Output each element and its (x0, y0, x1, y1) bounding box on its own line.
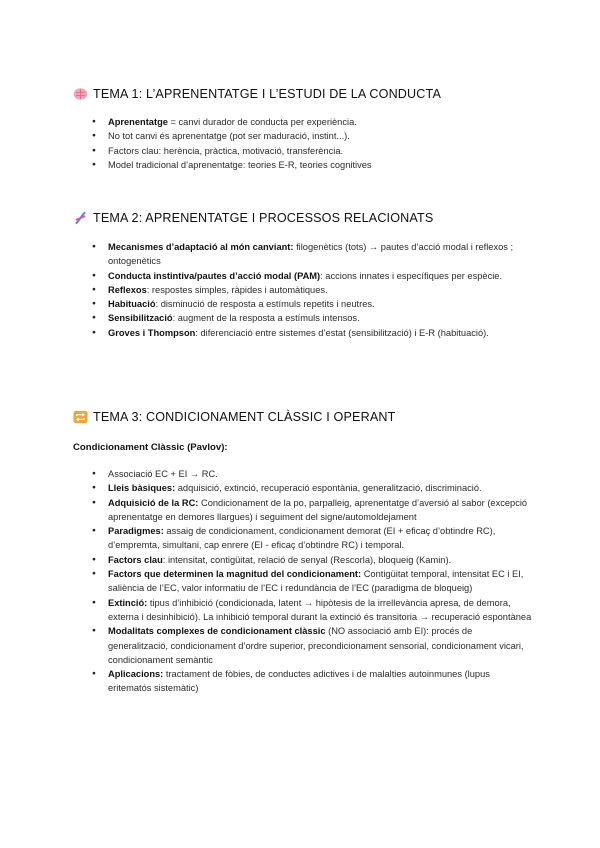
item-term: Aplicacions: (108, 669, 164, 680)
item-text: Model tradicional d’aprenentatge: teories E-R, teories cognitives (108, 159, 372, 170)
item-term: Modalitats complexes de condicionament clàssic (108, 626, 326, 637)
list-item (92, 311, 532, 325)
list-item (92, 524, 532, 553)
brain-icon (73, 87, 88, 101)
item-text: tipus d’inhibició (condicionada, latent → hipòtesis de la irrellevància apresa, de demora, externa i desinhibició). La inhibició temporal durant la extinció és transitoria → recuperació espontànea (108, 597, 532, 622)
item-text: tractament de fòbies, de conductes adictives i de malalties autoinmunes (lupus eritematós sistemàtic) (108, 669, 490, 694)
list-item (92, 567, 532, 596)
item-text: (NO associació amb EI): procés de generalització, condicionament d’ordre superior, precondicionament sensorial, condicionament vicari, condicionament semàntic (108, 626, 524, 665)
item-text: : respostes simples, ràpides i automàtiques. (146, 284, 328, 295)
item-term: Groves i Thompson (108, 327, 196, 338)
list-item (92, 667, 532, 696)
list-item (92, 496, 532, 525)
item-text: assaig de condicionament, condicionament demorat (EI + eficaç d’obtindre RC), d’empremta, simultani, cap enrere (EI - eficaç d’obtindre RC) i temporal. (108, 526, 496, 551)
tema2-heading (73, 211, 433, 225)
repeat-icon (73, 410, 88, 424)
item-term: Habituació (108, 299, 156, 310)
item-term: Conducta instintiva/pautes d’acció modal (PAM) (108, 270, 321, 281)
list-item (92, 297, 532, 311)
list-item (92, 553, 532, 567)
tema3-title: TEMA 3: CONDICIONAMENT CLÀSSIC I OPERANT (93, 410, 396, 424)
list-item (92, 283, 532, 297)
tema1-title: TEMA 1: L’APRENENTATGE I L’ESTUDI DE LA CONDUCTA (93, 87, 442, 101)
tema2-list (92, 240, 532, 340)
item-term: Extinció: (108, 597, 148, 608)
item-text: Associació EC + EI → RC. (108, 469, 218, 479)
tema3-heading (73, 410, 395, 424)
list-item (92, 129, 532, 143)
tema3-subtitle: Condicionament Clàssic (Pavlov): (73, 442, 228, 453)
item-text: = canvi durador de conducta per experiència. (167, 117, 357, 127)
item-term: Factors que determinen la magnitud del condicionament: (108, 569, 362, 580)
list-item (92, 481, 532, 495)
item-text: Factors clau: herència, pràctica, motivació, transferència. (108, 145, 344, 156)
item-text: : augment de la resposta a estímuls intensos. (172, 313, 360, 324)
tema2-title: TEMA 2: APRENENTATGE I PROCESSOS RELACIONATS (93, 211, 434, 225)
item-text: filogenètics (tots) → pautes d’acció modal i reflexos ; ontogenètics (108, 242, 514, 267)
item-term: Mecanismes d’adaptació al món canviant: (108, 242, 294, 252)
item-term: Factors clau (108, 554, 163, 565)
list-item (92, 269, 532, 283)
item-text: Contigüitat temporal, intensitat EC i EI, saliència de l’EC, valor informatiu de l’EC i redundància de l’EC (paradigma de bloqueig) (108, 569, 524, 594)
list-item (92, 144, 532, 158)
item-text: : disminució de resposta a estímuls repetits i neutres. (155, 299, 375, 310)
list-item (92, 115, 532, 129)
item-term: Adquisició de la RC: (108, 497, 199, 508)
item-text: : accions innates i específiques per espècie. (320, 270, 503, 281)
item-text: adquisició, extinció, recuperació espontània, generalització, discriminació. (175, 483, 482, 494)
item-text: No tot canvi és aprenentatge (pot ser maduració, instint...). (108, 131, 350, 142)
dna-icon (73, 211, 88, 225)
tema1-list (92, 115, 532, 172)
list-item (92, 467, 532, 481)
list-item (92, 326, 532, 340)
item-text: : diferenciació entre sistemes d’estat (sensibilització) i E-R (habituació). (195, 327, 489, 338)
list-item (92, 624, 532, 667)
item-term: Aprenentatge (108, 117, 168, 127)
item-text: Condicionament de la po, parpalleig, aprenentatge d’aversió al sabor (excepció aprenentatge en demores llargues) i seguiment del signe/automoldejament (108, 497, 528, 522)
tema1-heading (73, 87, 441, 101)
list-item (92, 158, 532, 172)
list-item (92, 240, 532, 269)
item-term: Sensibilització (108, 313, 173, 324)
item-term: Paradigmes: (108, 526, 164, 537)
item-term: Lleis bàsiques: (108, 483, 176, 494)
item-text: : intensitat, contigüitat, relació de senyal (Rescorla), bloqueig (Kamin). (162, 554, 452, 565)
list-item (92, 596, 532, 625)
tema3-list (92, 467, 532, 696)
item-term: Reflexos (108, 284, 147, 295)
